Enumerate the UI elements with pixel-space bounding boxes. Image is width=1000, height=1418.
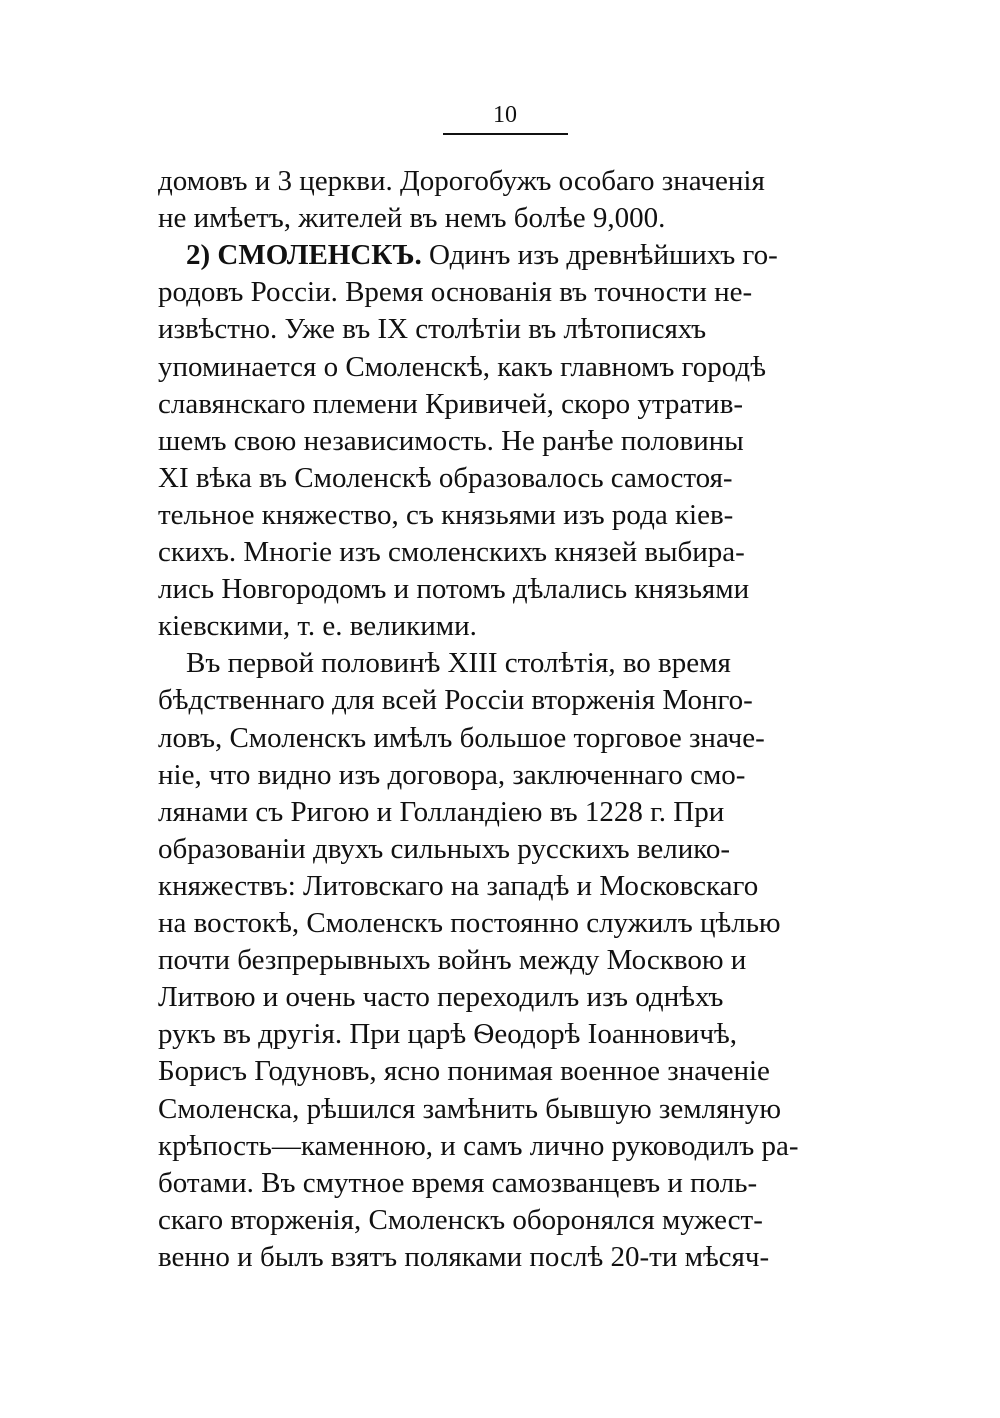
line-text: рукъ въ другія. При царѣ Ѳеодорѣ Іоанновичѣ, xyxy=(158,1018,738,1051)
line-text: Одинъ изъ древнѣйшихъ го- xyxy=(421,239,778,272)
line-text: бѣдственнаго для всей Россіи вторженія Монго- xyxy=(158,684,753,717)
line-text: ніе, что видно изъ договора, заключеннаго смо- xyxy=(158,758,746,791)
line-text: упоминается о Смоленскѣ, какъ главномъ городѣ xyxy=(158,350,766,383)
text-line xyxy=(158,608,858,644)
line-text: XI вѣка въ Смоленскѣ образовалось самостоя- xyxy=(158,461,733,494)
text-line xyxy=(186,645,858,681)
line-text: скихъ. Многіе изъ смоленскихъ князей выбира- xyxy=(158,536,745,568)
line-text: ловъ, Смоленскъ имѣлъ большое торговое значе- xyxy=(158,721,765,754)
line-text: венно и былъ взятъ поляками послѣ 20-ти мѣсяч- xyxy=(158,1240,770,1273)
text-line xyxy=(158,1165,858,1201)
line-text: извѣстно. Уже въ IX столѣтіи въ лѣтописяхъ xyxy=(158,313,707,346)
line-text: кіевскими, т. е. великими. xyxy=(158,610,477,643)
text-line xyxy=(158,1239,858,1275)
text-line xyxy=(158,682,858,718)
text-line xyxy=(158,274,858,310)
text-line xyxy=(158,720,858,756)
text-line xyxy=(158,1128,858,1164)
text-line xyxy=(158,571,858,607)
text-line xyxy=(158,423,858,459)
text-line xyxy=(158,868,858,904)
text-line xyxy=(158,757,858,793)
text-line xyxy=(158,460,858,496)
line-text: скаго вторженія, Смоленскъ оборонялся мужест- xyxy=(158,1203,763,1236)
text-line xyxy=(158,1091,858,1127)
text-line xyxy=(158,979,858,1015)
text-line xyxy=(158,497,858,533)
text-line xyxy=(158,1053,858,1089)
text-line xyxy=(158,942,858,978)
text-line xyxy=(158,534,858,570)
text-line xyxy=(158,311,858,347)
line-text: Смоленска, рѣшился замѣнить бывшую земляную xyxy=(158,1092,782,1125)
line-text: тельное княжество, съ князьями изъ рода кіев- xyxy=(158,498,734,531)
line-text: родовъ Россіи. Время основанія въ точности не- xyxy=(158,276,753,309)
text-line xyxy=(158,163,858,199)
line-text: славянскаго племени Кривичей, скоро утратив- xyxy=(158,387,744,420)
line-text: Въ первой половинѣ XIII столѣтія, во время xyxy=(186,647,731,680)
text-line xyxy=(158,1202,858,1238)
line-text: шемъ свою независимость. Не ранѣе половины xyxy=(158,424,744,457)
text-line xyxy=(158,905,858,941)
line-text: лись Новгородомъ и потомъ дѣлались князьями xyxy=(158,573,750,606)
text-line xyxy=(158,1016,858,1052)
text-line xyxy=(158,200,858,236)
line-text: почти безпрерывныхъ войнъ между Москвою и xyxy=(158,944,747,977)
line-text: княжествъ: Литовскаго на западѣ и Московскаго xyxy=(158,869,759,902)
line-text: образованіи двухъ сильныхъ русскихъ велико- xyxy=(158,832,731,865)
header-rule xyxy=(443,133,568,135)
text-line xyxy=(158,349,858,385)
text-line xyxy=(158,831,858,867)
line-text: не имѣетъ, жителей въ немъ болѣе 9,000. xyxy=(158,202,666,235)
line-text: на востокѣ, Смоленскъ постоянно служилъ цѣлью xyxy=(158,907,781,939)
text-line xyxy=(158,386,858,422)
text-line xyxy=(186,237,858,273)
line-text: домовъ и 3 церкви. Дорогобужъ особаго значенія xyxy=(158,165,765,197)
line-text: ботами. Въ смутное время самозванцевъ и поль- xyxy=(158,1166,758,1199)
line-text: Литвою и очень часто переходилъ изъ однѣхъ xyxy=(158,981,724,1014)
text-line xyxy=(158,794,858,830)
line-text: крѣпость—каменною, и самъ лично руководилъ ра- xyxy=(158,1129,799,1162)
line-text: Борисъ Годуновъ, ясно понимая военное значеніе xyxy=(158,1055,770,1088)
line-text: лянами съ Ригою и Голландіею въ 1228 г. При xyxy=(158,795,725,828)
page-number: 10 xyxy=(493,102,517,128)
section-heading: 2) СМОЛЕНСКЪ. xyxy=(186,239,422,272)
